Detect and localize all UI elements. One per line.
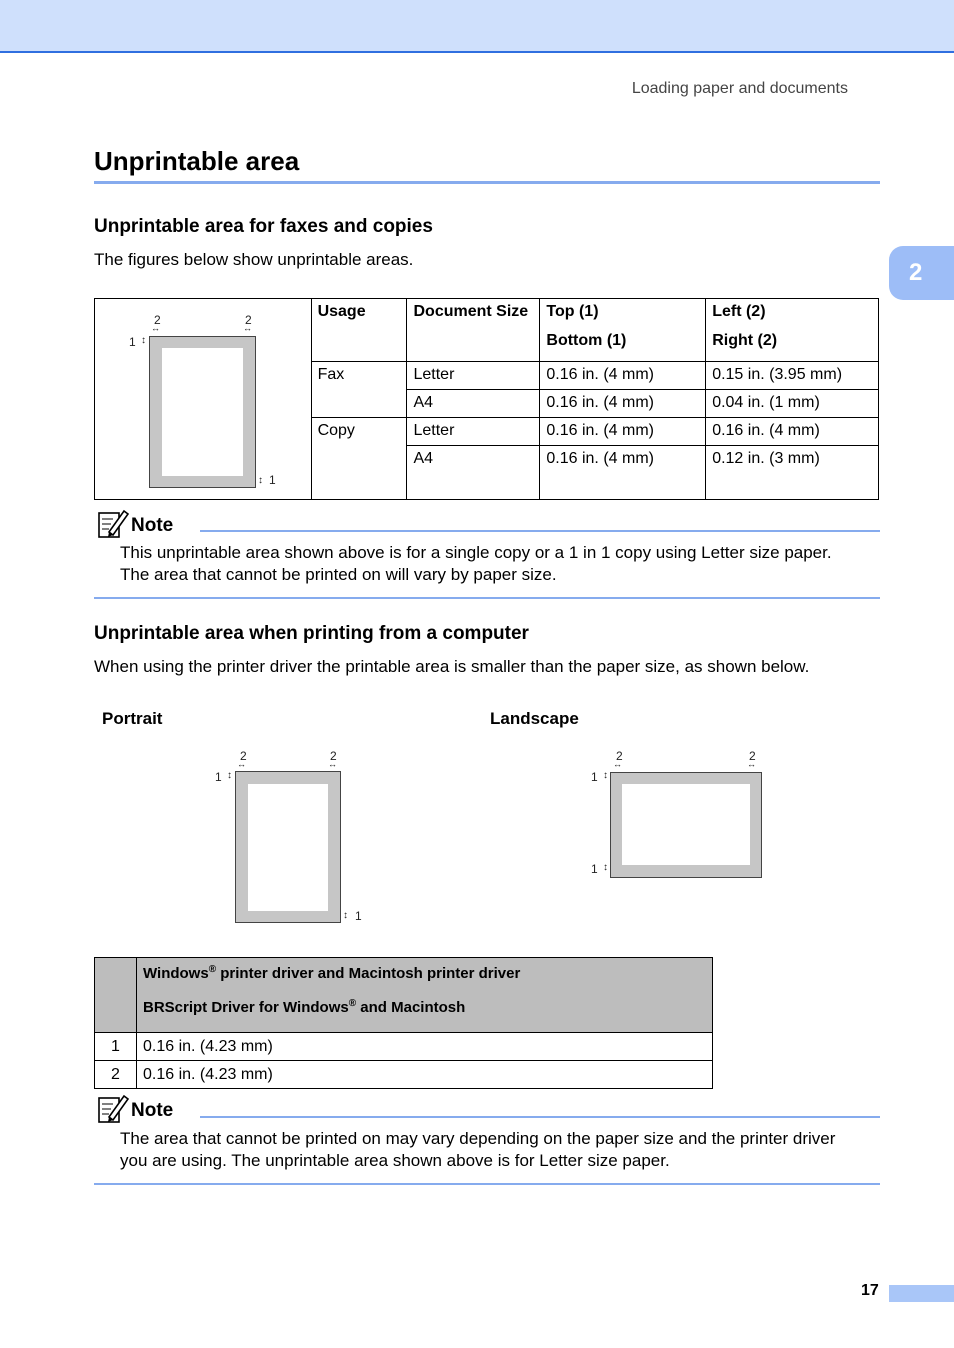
dim-label-1-top: 1	[129, 335, 136, 349]
top-bottom-cell: 0.16 in. (4 mm)	[540, 362, 706, 390]
arrow-bottom-icon: ↕	[258, 475, 263, 486]
note-bottom-rule	[94, 597, 880, 599]
note-text-line-1: The area that cannot be printed on may vary depending on the paper size and the printer driver	[120, 1129, 836, 1148]
size-cell: A4	[407, 390, 540, 418]
arrow-left-icon: ↔	[237, 759, 246, 769]
unprintable-area-diagram	[95, 299, 312, 494]
dim-label-2-left: 2	[154, 313, 161, 327]
table-diagram-cell	[95, 299, 312, 500]
dim-label-2-right: 2	[749, 749, 756, 763]
col-header-top-bottom	[540, 299, 706, 362]
usage-cell: Copy	[311, 418, 407, 500]
page-number-bar	[889, 1285, 954, 1302]
dim-label-2-left: 2	[240, 749, 247, 763]
size-cell: A4	[407, 446, 540, 500]
left-right-cell: 0.16 in. (4 mm)	[706, 418, 879, 446]
note-text-line-2: you are using. The unprintable area shown above is for Letter size paper.	[120, 1151, 670, 1170]
row-number-cell: 1	[95, 1033, 137, 1061]
dim-label-1-bottom: 1	[591, 862, 598, 876]
col-header-left-right	[706, 299, 879, 362]
arrow-left-icon: ↔	[613, 759, 622, 769]
arrow-top-icon: ↕	[603, 770, 608, 781]
dim-label-1-bottom: 1	[269, 473, 276, 487]
printable-area	[162, 348, 243, 476]
col-header-left: Left (2)	[712, 303, 766, 320]
paper-shape	[235, 771, 341, 923]
arrow-right-icon: ↔	[328, 759, 337, 769]
printer-driver-margins-table	[94, 957, 713, 1089]
note-title: Note	[131, 515, 174, 536]
chapter-tab[interactable]: 2	[889, 246, 954, 300]
landscape-diagram	[588, 745, 768, 885]
left-right-cell: 0.04 in. (1 mm)	[706, 390, 879, 418]
table-row	[95, 1033, 713, 1061]
note-text-line-1: This unprintable area shown above is for a single copy or a 1 in 1 copy using Letter size paper.	[120, 543, 832, 562]
left-right-cell: 0.15 in. (3.95 mm)	[706, 362, 879, 390]
subsection-title-faxes: Unprintable area for faxes and copies	[94, 216, 433, 237]
driver-header-line-2: BRScript Driver for Windows® and Macintosh	[143, 998, 466, 1016]
note-bottom-rule	[94, 1183, 880, 1185]
dim-label-1-top: 1	[215, 770, 222, 784]
arrow-right-icon: ↔	[747, 759, 756, 769]
col-header-doc-size: Document Size	[407, 299, 540, 362]
driver-header-line-1: Windows® printer driver and Macintosh printer driver	[143, 964, 521, 982]
col-header-bottom: Bottom (1)	[546, 332, 627, 349]
note-pencil-icon	[97, 508, 129, 540]
note-title: Note	[131, 1100, 174, 1121]
subsection-intro-computer: When using the printer driver the printable area is smaller than the paper size, as shown below.	[94, 657, 810, 676]
row-value-cell: 0.16 in. (4.23 mm)	[137, 1033, 713, 1061]
left-right-cell: 0.12 in. (3 mm)	[706, 446, 879, 500]
row-value-cell: 0.16 in. (4.23 mm)	[137, 1061, 713, 1089]
table-row	[95, 1061, 713, 1089]
portrait-diagram	[210, 745, 370, 930]
col-header-right: Right (2)	[712, 332, 778, 349]
note-header-rule	[200, 1116, 880, 1118]
driver-header-cell	[137, 958, 713, 1033]
arrow-bottom-icon: ↕	[343, 910, 348, 921]
note-text	[120, 542, 890, 586]
running-header: Loading paper and documents	[631, 80, 848, 97]
landscape-label: Landscape	[490, 709, 579, 728]
dim-label-2-right: 2	[245, 313, 252, 327]
top-bottom-cell: 0.16 in. (4 mm)	[540, 390, 706, 418]
empty-header-cell	[95, 958, 137, 1033]
printable-area	[248, 784, 328, 911]
row-number-cell: 2	[95, 1061, 137, 1089]
dim-label-2-right: 2	[330, 749, 337, 763]
note-text	[120, 1128, 890, 1172]
subsection-title-computer: Unprintable area when printing from a computer	[94, 623, 529, 644]
size-cell: Letter	[407, 362, 540, 390]
fax-copy-margins-table	[94, 298, 879, 500]
dim-label-1-bottom: 1	[355, 909, 362, 923]
col-header-top: Top (1)	[546, 303, 599, 320]
top-bottom-cell: 0.16 in. (4 mm)	[540, 418, 706, 446]
arrow-top-icon: ↕	[227, 770, 232, 781]
arrow-top-icon: ↕	[141, 335, 146, 346]
col-header-usage: Usage	[311, 299, 407, 362]
title-rule	[94, 181, 880, 184]
subsection-intro-faxes: The figures below show unprintable areas.	[94, 250, 414, 269]
page-number: 17	[861, 1282, 879, 1299]
note-header-rule	[200, 530, 880, 532]
dim-label-2-left: 2	[616, 749, 623, 763]
arrow-right-icon: ↔	[243, 323, 252, 333]
note-text-line-2: The area that cannot be printed on will vary by paper size.	[120, 565, 557, 584]
printable-area	[622, 784, 750, 865]
paper-shape	[149, 336, 256, 488]
top-bottom-cell: 0.16 in. (4 mm)	[540, 446, 706, 500]
usage-cell: Fax	[311, 362, 407, 418]
arrow-left-icon: ↔	[151, 323, 160, 333]
portrait-label: Portrait	[102, 709, 163, 728]
section-title: Unprintable area	[94, 146, 300, 176]
size-cell: Letter	[407, 418, 540, 446]
top-header-band	[0, 0, 954, 53]
note-pencil-icon	[97, 1093, 129, 1125]
paper-shape	[610, 772, 762, 878]
dim-label-1-top: 1	[591, 770, 598, 784]
arrow-bottom-icon: ↕	[603, 862, 608, 873]
